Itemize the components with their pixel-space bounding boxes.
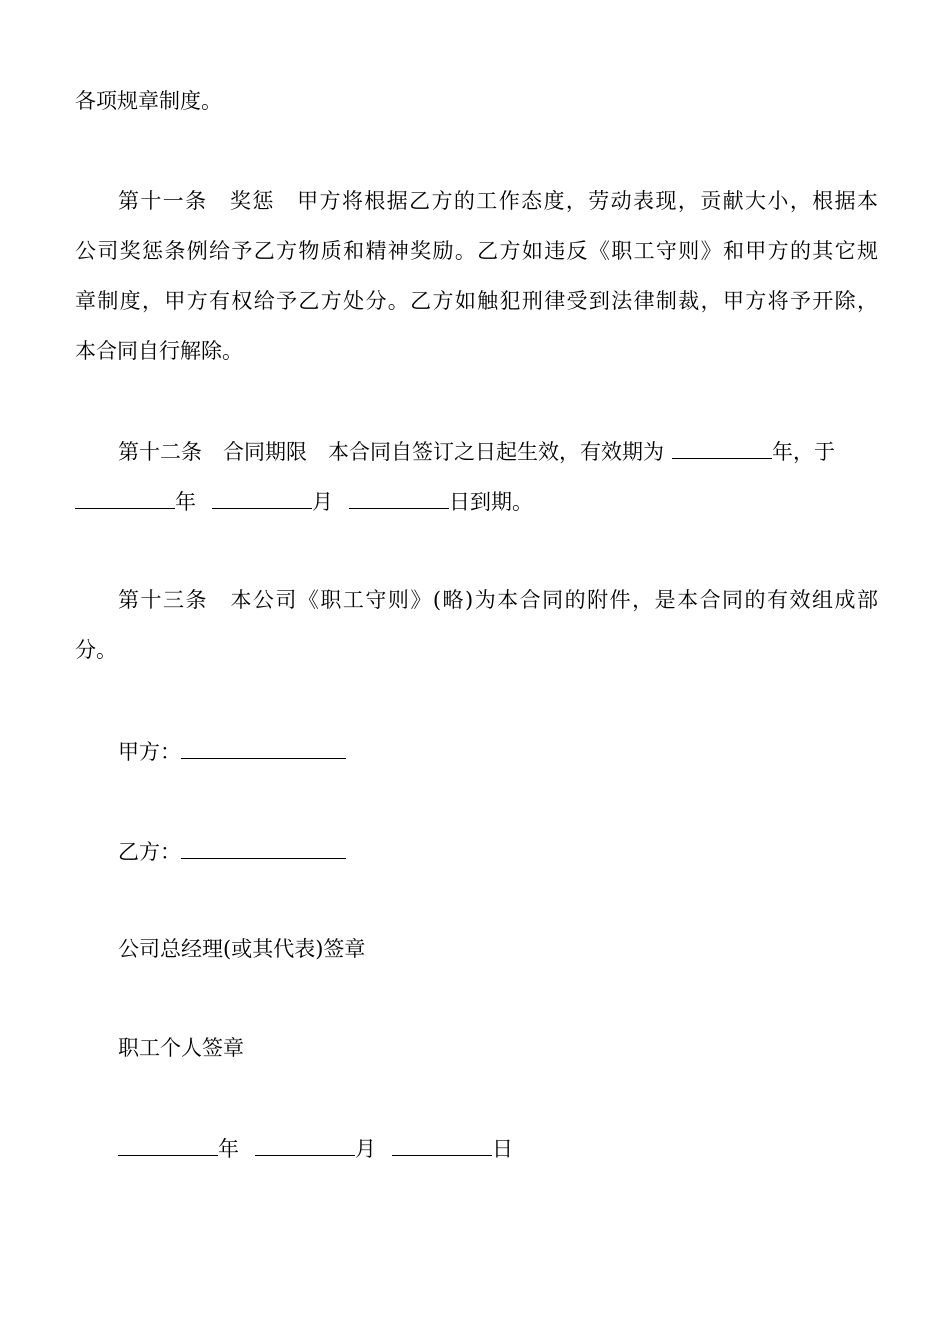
party-b-line [118, 838, 346, 864]
party-a-label: 甲方： [118, 740, 181, 764]
term-years-blank [672, 438, 772, 459]
signing-year-blank [118, 1135, 218, 1156]
party-a-signature-blank [181, 738, 346, 759]
manager-seal-label: 公司总经理(或其代表)签章 [118, 937, 366, 961]
expiry-day-blank [349, 488, 449, 509]
expiry-year-label: 年 [175, 490, 196, 514]
article-12-text: 第十二条 合同期限 本合同自签订之日起生效，有效期为 [118, 440, 664, 464]
continuation-text: 各项规章制度。 [75, 89, 222, 113]
article-13-line-1: 第十三条 本公司《职工守则》(略)为本合同的附件，是本合同的有效组成部 [118, 588, 878, 612]
article-12-line-2 [75, 488, 533, 514]
article-11-line-2: 公司奖惩条例给予乙方物质和精神奖励。乙方如违反《职工守则》和甲方的其它规 [75, 239, 878, 263]
signing-year-label: 年 [218, 1137, 239, 1161]
signing-day-blank [392, 1135, 492, 1156]
expiry-month-blank [212, 488, 312, 509]
party-a-line [118, 738, 346, 764]
article-11-line-1: 第十一条 奖惩 甲方将根据乙方的工作态度，劳动表现，贡献大小，根据本 [118, 189, 878, 213]
signing-date-line [118, 1135, 513, 1161]
signing-month-blank [255, 1135, 355, 1156]
expiry-month-label: 月 [312, 490, 333, 514]
article-11-line-4: 本合同自行解除。 [75, 339, 243, 363]
article-12-year-suffix: 年，于 [772, 440, 835, 464]
expiry-year-blank [75, 488, 175, 509]
expiry-day-label: 日到期。 [449, 490, 533, 514]
party-b-signature-blank [181, 838, 346, 859]
article-11-line-3: 章制度，甲方有权给予乙方处分。乙方如触犯刑律受到法律制裁，甲方将予开除， [75, 289, 878, 313]
party-b-label: 乙方： [118, 840, 181, 864]
article-13-line-2: 分。 [75, 638, 117, 662]
signing-month-label: 月 [355, 1137, 376, 1161]
article-12-line-1 [118, 438, 835, 464]
employee-seal-label: 职工个人签章 [118, 1036, 244, 1060]
signing-day-label: 日 [492, 1137, 513, 1161]
